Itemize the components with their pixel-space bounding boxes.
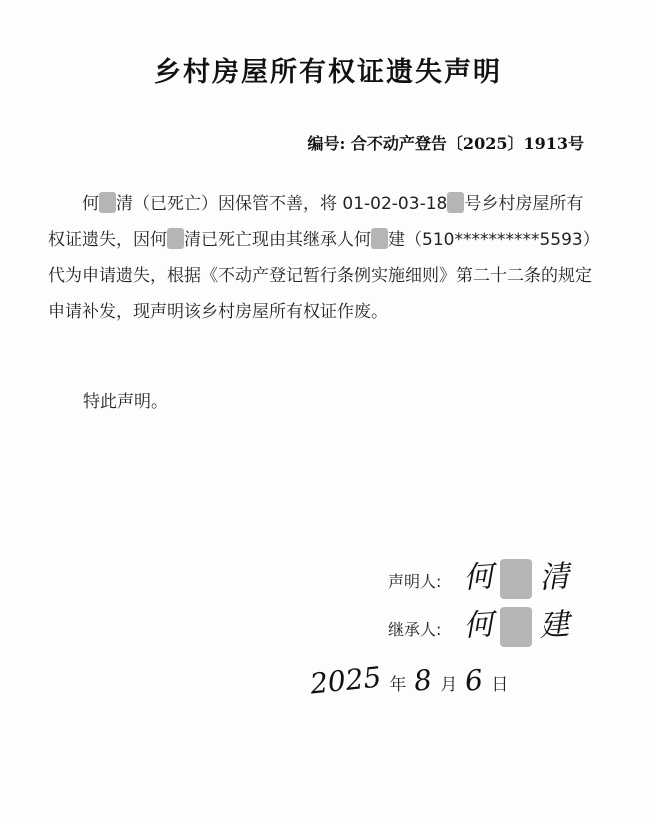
signature-redaction: [500, 607, 532, 647]
body-seg-3: 号乡村房屋所有权证遗失，因何: [48, 194, 584, 250]
declarant-label: 声明人:: [388, 572, 442, 591]
redaction-block: [167, 228, 184, 249]
date-year-handwritten: 2025: [308, 660, 383, 701]
date-day-handwritten: 6: [463, 663, 485, 698]
date-day-char: 日: [491, 675, 509, 695]
body-seg-2: 清（已死亡）因保管不善，将 01-02-03-18: [116, 194, 448, 214]
signing-date: [308, 660, 511, 701]
heir-label: 继承人:: [388, 620, 442, 639]
date-month-char: 月: [440, 675, 458, 695]
closing-statement: 特此声明。: [83, 392, 168, 412]
date-month-handwritten: 8: [412, 663, 434, 698]
document-number: 编号: 合不动产登告〔2025〕1913号: [307, 134, 584, 153]
date-year-char: 年: [389, 675, 407, 695]
declarant-signature-first: 何: [462, 558, 495, 596]
signature-redaction: [500, 559, 532, 599]
redaction-block: [447, 192, 464, 213]
body-seg-5: 建（510**********5593）代为申请遗失，根据《不动产登记暂行条例实施细则》第二十二条的规定申请补发，现声明该乡村房屋所有权证作废。: [48, 230, 592, 322]
redaction-block: [371, 228, 388, 249]
heir-signature-last: 建: [538, 606, 571, 644]
heir-row: [388, 600, 569, 647]
declarant-row: [388, 552, 569, 599]
document-title: 乡村房屋所有权证遗失声明: [154, 57, 502, 88]
declarant-signature-last: 清: [538, 558, 571, 596]
declaration-body: [48, 186, 592, 330]
body-seg-4: 清已死亡现由其继承人何: [184, 230, 371, 250]
body-seg-1: 何: [82, 194, 99, 214]
redaction-block: [99, 192, 116, 213]
declaration-paragraph: [48, 186, 592, 330]
heir-signature-first: 何: [462, 606, 495, 644]
